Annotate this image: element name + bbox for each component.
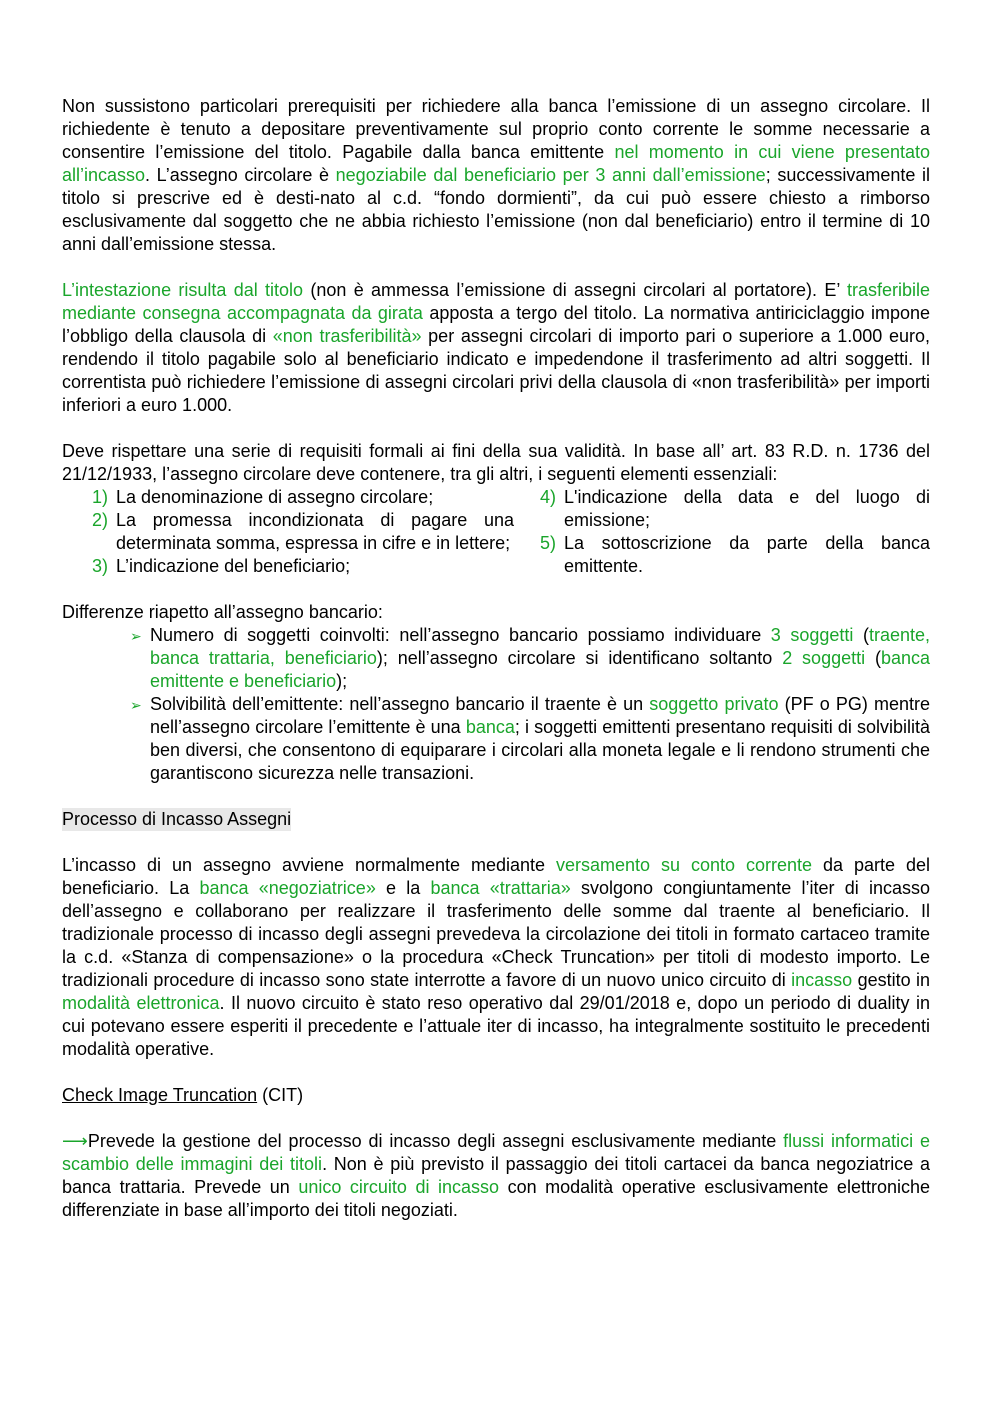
text-run: apposta a tergo del titolo. La normativa antiriciclaggio impone l’obbligo della clausola di xyxy=(62,303,931,346)
text-run: gestito in xyxy=(852,970,930,990)
highlight-text: «non trasferibilità» xyxy=(272,326,422,346)
text-run: ; i soggetti emittenti presentano requisiti di solvibilità ben diversi, che consentono di equiparare i circolari alla moneta legale e li rendono strumenti che garantiscono sicurezza nelle transazioni. xyxy=(150,717,930,783)
text-run: con modalità operative esclusivamente elettroniche differenziate in base all’importo dei titoli negoziati. xyxy=(62,1177,930,1220)
text-run: L’incasso di un assegno avviene normalmente mediante xyxy=(62,855,557,875)
highlight-text: versamento su conto corrente xyxy=(556,855,813,875)
text-run: (PF o PG) mentre nell’assegno circolare l’emittente è una xyxy=(150,694,930,737)
paragraph-incasso xyxy=(62,854,930,1061)
highlight-text: 3 soggetti xyxy=(770,625,854,645)
paragraph-requisiti-formali: Deve rispettare una serie di requisiti formali ai fini della sua validità. In base all’ art. 83 R.D. n. 1736 del 21/12/1933, l’assegno circolare deve contenere, tra gli altri, i seguenti elementi essenziali: xyxy=(62,441,930,484)
paragraph-cit xyxy=(62,1130,930,1222)
highlight-text: 2 soggetti xyxy=(782,648,866,668)
highlight-text: soggetto privato xyxy=(649,694,779,714)
list-item xyxy=(92,486,514,509)
paragraph-intestazione xyxy=(62,279,930,417)
paragraph-cit-text xyxy=(62,1131,930,1220)
highlight-text: incasso xyxy=(791,970,853,990)
text-run: ); nell’assegno circolare si identificano soltanto xyxy=(376,648,783,668)
bullet-item xyxy=(130,693,930,785)
text-run: per assegni circolari di importo pari o superiore a 1.000 euro, rendendo il titolo pagabile solo al beneficiario indicato e impedendone il trasferimento ad altri soggetti. Il correntista può richiedere l’emissione di assegni circolari privi della clausola di «non trasferibilità» per importi inferiori a euro 1.000. xyxy=(62,326,930,415)
right-arrow-icon: ⟶ xyxy=(62,1131,88,1151)
highlight-text: banca «trattaria» xyxy=(430,878,571,898)
list-item-number: 1) xyxy=(92,487,109,507)
highlight-text: modalità elettronica xyxy=(62,993,220,1013)
elements-list-right xyxy=(540,486,930,578)
text-run: ( xyxy=(853,625,869,645)
bullet-text xyxy=(150,693,930,785)
highlight-text: trasferibile mediante consegna accompagnata da girata xyxy=(62,280,931,323)
highlight-text: nel momento in cui viene presentato all’incasso xyxy=(62,142,930,185)
text-run: . Non è più previsto il passaggio dei titoli cartacei da banca negoziatrice a banca trattaria. Prevede un xyxy=(62,1154,930,1197)
differences-list xyxy=(62,624,930,785)
list-item-number: 3) xyxy=(92,556,109,576)
list-item-number: 2) xyxy=(92,510,109,530)
list-item xyxy=(92,555,514,578)
cit-heading-suffix: (CIT) xyxy=(257,1085,304,1105)
list-item xyxy=(540,532,930,578)
text-run: Prevede la gestione del processo di incasso degli assegni esclusivamente mediante xyxy=(87,1131,784,1151)
text-run: ( xyxy=(865,648,881,668)
highlight-text: banca emittente e beneficiario xyxy=(150,648,931,691)
bullet-text xyxy=(150,624,930,693)
bullet-item xyxy=(130,624,930,693)
cit-heading-title: Check Image Truncation xyxy=(62,1085,258,1105)
text-run: ; successivamente il titolo si prescrive ed è desti-nato al c.d. “fondo dormienti”, da cui può essere chiesto a rimborso esclusivamente dal soggetto che ne abbia richiesto l’emissione (non dal beneficiario) entro il termine di 10 anni dall’emissione stessa. xyxy=(62,165,930,254)
section-heading-incasso: Processo di Incasso Assegni xyxy=(62,809,292,829)
elements-list xyxy=(62,486,930,578)
highlight-text: traente, banca trattaria, beneficiario xyxy=(150,625,931,668)
list-item-text: La denominazione di assegno circolare; xyxy=(116,487,434,507)
paragraph-requisiti xyxy=(62,95,930,256)
list-item-text: La sottoscrizione da parte della banca emittente. xyxy=(564,533,930,576)
highlight-text: unico circuito di incasso xyxy=(298,1177,500,1197)
list-item xyxy=(92,509,514,555)
elements-list-left xyxy=(92,486,514,578)
arrowhead-bullet-icon: ➢ xyxy=(130,628,142,644)
text-run: Non sussistono particolari prerequisiti per richiedere alla banca l’emissione di un assegno circolare. Il richiedente è tenuto a depositare preventivamente sul proprio conto corrente le somme necessarie a consentire l’emissione del titolo. Pagabile dalla banca emittente xyxy=(62,96,930,162)
highlight-text: flussi informatici e scambio delle immagini dei titoli xyxy=(62,1131,930,1174)
list-item-text: L’indicazione del beneficiario; xyxy=(116,556,351,576)
highlight-text: banca «negoziatrice» xyxy=(199,878,376,898)
text-run: . Il nuovo circuito è stato reso operativo dal 29/01/2018 e, dopo un periodo di duality in cui potevano essere esperiti il precedente e l’attuale iter di incasso, ha integralmente sostituito le precedenti modalità operative. xyxy=(62,993,930,1059)
highlight-text: L’intestazione risulta dal titolo xyxy=(62,280,304,300)
text-run: Numero di soggetti coinvolti: nell’assegno bancario possiamo individuare xyxy=(150,625,771,645)
text-run: Solvibilità dell’emittente: nell’assegno bancario il traente è un xyxy=(150,694,650,714)
arrowhead-bullet-icon: ➢ xyxy=(130,697,142,713)
text-run: . L’assegno circolare è xyxy=(145,165,336,185)
highlight-text: banca xyxy=(465,717,515,737)
list-item-text: La promessa incondizionata di pagare una determinata somma, espressa in cifre e in lettere; xyxy=(116,510,514,553)
list-item xyxy=(540,486,930,532)
highlight-text: negoziabile dal beneficiario per 3 anni dall’emissione xyxy=(335,165,766,185)
list-item-number: 4) xyxy=(540,487,557,507)
text-run: svolgono congiuntamente l’iter di incasso dell’assegno e collaborano per realizzare il trasferimento delle somme dal traente al beneficiario. Il tradizionale processo di incasso degli assegni prevedeva la circolazione dei titoli in formato cartaceo tramite la c.d. «Stanza di compensazione» o la procedura «Check Truncation» per titoli di modesto importo. Le tradizionali procedure di incasso sono state interrotte a favore di un nuovo unico circuito di xyxy=(62,878,930,990)
text-run: e la xyxy=(375,878,431,898)
differences-intro: Differenze riapetto all’assegno bancario: xyxy=(62,602,383,622)
list-item-number: 5) xyxy=(540,533,557,553)
text-run: da parte del beneficiario. La xyxy=(62,855,930,898)
text-run: ); xyxy=(336,671,348,691)
text-run: (non è ammessa l’emissione di assegni circolari al portatore). E’ xyxy=(303,280,847,300)
section-heading-cit xyxy=(62,1084,930,1107)
list-item-text: L'indicazione della data e del luogo di emissione; xyxy=(564,487,930,530)
